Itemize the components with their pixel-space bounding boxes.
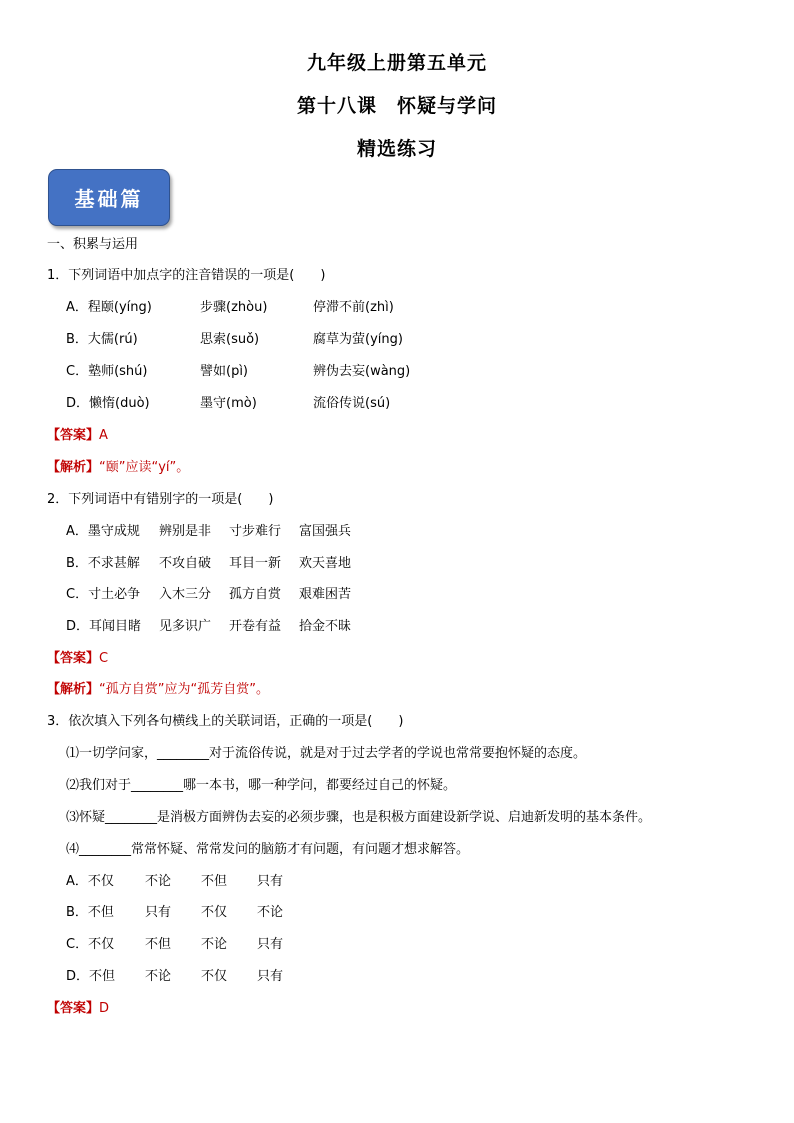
q3-a-word2: 不论 — [145, 874, 172, 889]
q1-d-word2: 墨守(mò) — [200, 396, 257, 411]
answer-value: A — [99, 428, 108, 443]
q1-a-word3: 停滞不前(zhì) — [313, 300, 394, 315]
q3-b-word4: 不论 — [257, 905, 284, 920]
analysis-text: “颐”应读“yí”。 — [99, 460, 190, 475]
q1-b-word3: 腐草为萤(yíng) — [313, 332, 403, 347]
basic-section-badge: 基础篇 — [48, 169, 170, 226]
q3-b-word2: 只有 — [145, 905, 172, 920]
q1-stem: 1．下列词语中加点字的注音错误的一项是( ) — [47, 268, 326, 283]
q3-a-word1: A．不仅 — [66, 874, 114, 889]
q3-c-word3: 不论 — [201, 937, 228, 952]
page-title-lesson: 第十八课 怀疑与学问 — [296, 95, 497, 117]
q3-sentence-4: ⑷________常常怀疑、常常发问的脑筋才有问题，有问题才想求解答。 — [66, 842, 470, 857]
q3-b-word3: 不仅 — [201, 905, 228, 920]
q2-d-word2: 见多识广 — [159, 619, 212, 634]
q1-answer — [47, 428, 108, 444]
answer-value: C — [99, 651, 109, 666]
q3-sentence-2: ⑵我们对于________哪一本书，哪一种学问，都要经过自己的怀疑。 — [66, 778, 457, 793]
q3-sentence-3: ⑶怀疑________是消极方面辨伪去妄的必须步骤，也是积极方面建设新学说、启迪新发明的基本条件。 — [66, 810, 652, 825]
q2-d-word3: 开卷有益 — [229, 619, 282, 634]
q2-d-word1: D．耳闻目睹 — [66, 619, 142, 634]
page-title-unit: 九年级上册第五单元 — [306, 52, 487, 74]
q1-b-word2: 思索(suǒ) — [200, 332, 260, 347]
q2-a-word2: 辨别是非 — [159, 524, 212, 539]
analysis-label: 【解析】 — [47, 682, 100, 697]
q1-a-word1: A．程颐(yíng) — [66, 300, 152, 315]
q3-d-word2: 不论 — [145, 969, 172, 984]
q3-answer — [47, 1001, 109, 1017]
q3-d-word4: 只有 — [257, 969, 284, 984]
q3-stem: 3．依次填入下列各句横线上的关联词语，正确的一项是( ) — [47, 714, 404, 729]
q1-b-word1: B．大儒(rú) — [66, 332, 138, 347]
q3-c-word4: 只有 — [257, 937, 284, 952]
q2-a-word1: A．墨守成规 — [66, 524, 140, 539]
q3-c-word1: C．不仅 — [66, 937, 115, 952]
q1-a-word2: 步骤(zhòu) — [200, 300, 268, 315]
q2-b-word3: 耳目一新 — [229, 556, 282, 571]
q3-d-word1: D．不但 — [66, 969, 116, 984]
q2-a-word3: 寸步难行 — [229, 524, 282, 539]
analysis-label: 【解析】 — [47, 460, 100, 475]
q1-c-word2: 譬如(pì) — [200, 364, 249, 379]
q2-c-word2: 入木三分 — [159, 587, 212, 602]
q2-stem: 2．下列词语中有错别字的一项是( ) — [47, 492, 274, 507]
q2-a-word4: 富国强兵 — [299, 524, 352, 539]
q3-a-word4: 只有 — [257, 874, 284, 889]
q1-c-word1: C．塾师(shú) — [66, 364, 148, 379]
q2-answer — [47, 651, 108, 667]
q3-sentence-1: ⑴一切学问家，________对于流俗传说，就是对于过去学者的学说也常常要抱怀疑的态度。 — [66, 746, 587, 761]
section-title: 一、积累与运用 — [47, 237, 139, 252]
answer-label: 【答案】 — [47, 1001, 100, 1016]
q3-a-word3: 不但 — [201, 874, 228, 889]
q1-d-word3: 流俗传说(sú) — [313, 396, 391, 411]
q1-c-word3: 辨伪去妄(wàng) — [313, 364, 411, 379]
q2-c-word4: 艰难困苦 — [299, 587, 352, 602]
q2-b-word1: B．不求甚解 — [66, 556, 140, 571]
q2-b-word4: 欢天喜地 — [299, 556, 352, 571]
q1-d-word1: D．懒惰(duò) — [66, 396, 150, 411]
answer-label: 【答案】 — [47, 428, 100, 443]
q2-d-word4: 拾金不昧 — [299, 619, 352, 634]
q3-b-word1: B．不但 — [66, 905, 114, 920]
q2-c-word1: C．寸土必争 — [66, 587, 141, 602]
answer-label: 【答案】 — [47, 651, 100, 666]
q2-c-word3: 孤方自赏 — [229, 587, 282, 602]
q2-b-word2: 不攻自破 — [159, 556, 212, 571]
q3-d-word3: 不仅 — [201, 969, 228, 984]
page-title-practice: 精选练习 — [356, 138, 437, 160]
analysis-text: “孤方自赏”应为“孤芳自赏”。 — [99, 682, 269, 697]
answer-value: D — [99, 1001, 110, 1016]
q3-c-word2: 不但 — [145, 937, 172, 952]
q1-analysis — [47, 460, 189, 476]
q2-analysis — [47, 682, 269, 698]
